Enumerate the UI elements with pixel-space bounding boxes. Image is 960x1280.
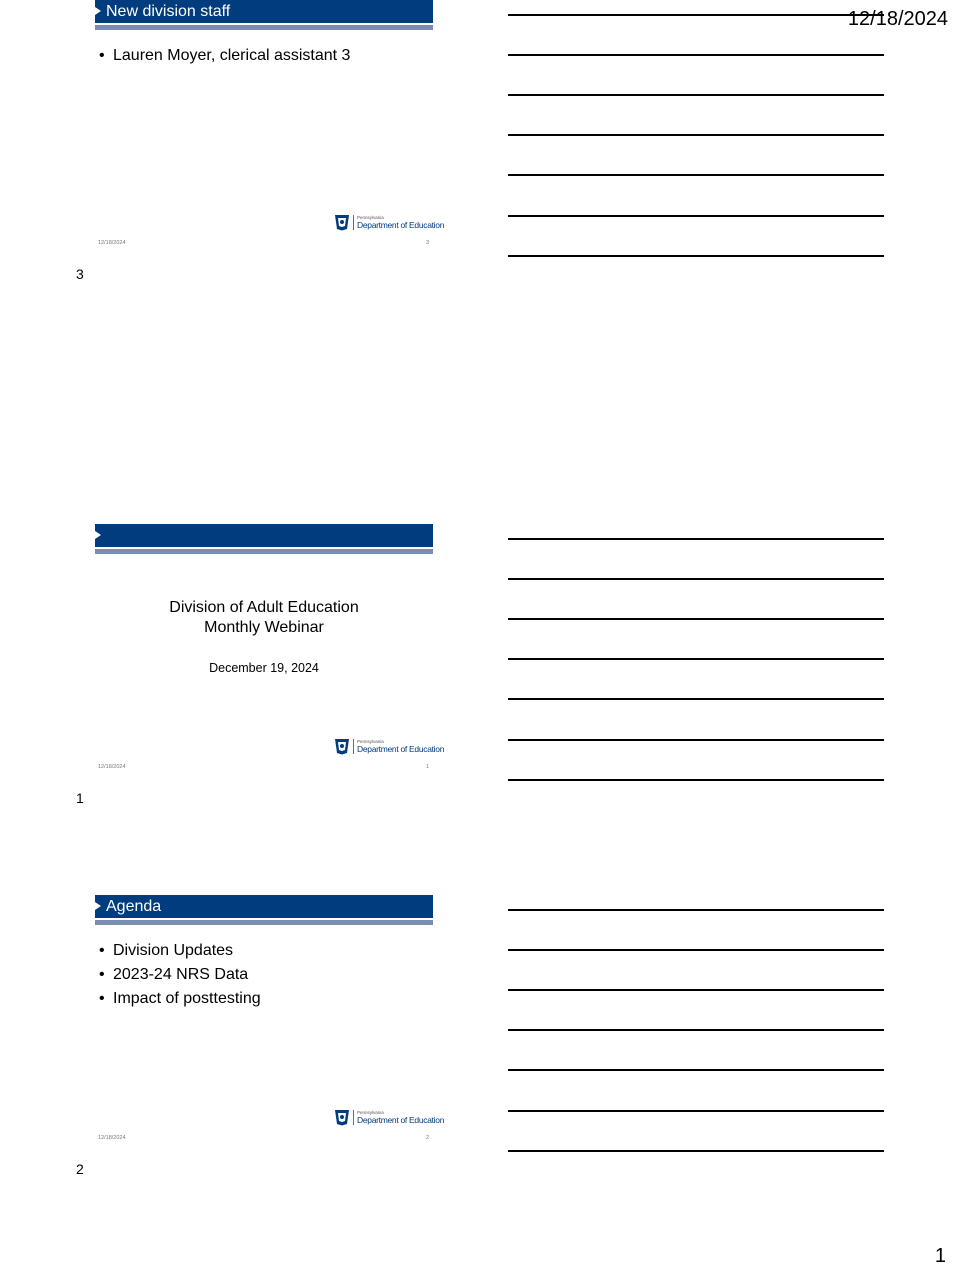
slide-label: 1 <box>76 790 84 806</box>
note-line <box>508 739 884 741</box>
slide-footer-number: 3 <box>425 240 429 246</box>
cover-title-line1: Division of Adult Education <box>169 599 359 616</box>
note-line <box>508 174 884 176</box>
bullet-item: • Impact of posttesting <box>99 990 261 1007</box>
note-line <box>508 215 884 217</box>
slide-thumbnail <box>95 0 445 250</box>
note-line <box>508 658 884 660</box>
slide-block-2 <box>0 895 960 1266</box>
bullet-item: • Division Updates <box>99 942 234 959</box>
bullet-list <box>99 939 261 1011</box>
note-line <box>508 1110 884 1112</box>
slide-title: New division staff <box>106 3 231 20</box>
cover-title-line2: Monthly Webinar <box>204 619 324 636</box>
keystone-seal-icon <box>334 738 350 755</box>
note-line <box>508 698 884 700</box>
page-number: 1 <box>934 1245 946 1267</box>
logo-separator <box>353 1110 354 1125</box>
slide-label: 2 <box>76 1161 84 1177</box>
slide-block-1 <box>0 524 960 895</box>
department-logo <box>334 738 445 756</box>
arrow-icon <box>95 902 101 910</box>
note-line <box>508 1029 884 1031</box>
title-underline <box>95 549 433 554</box>
note-line <box>508 134 884 136</box>
note-line <box>508 1150 884 1152</box>
logo-separator <box>353 739 354 754</box>
slide-footer-date: 12/18/2024 <box>98 764 126 770</box>
logo-state: Pennsylvania <box>357 215 384 220</box>
logo-department: Department of Education <box>357 1115 445 1125</box>
note-line <box>508 578 884 580</box>
cover-title <box>95 598 433 638</box>
title-underline <box>95 25 433 30</box>
slide-title-bar <box>95 524 433 547</box>
keystone-seal-icon <box>334 214 350 231</box>
note-line <box>508 779 884 781</box>
slide-footer-number: 2 <box>425 1135 429 1141</box>
keystone-seal-icon <box>334 1109 350 1126</box>
logo-state: Pennsylvania <box>357 1110 384 1115</box>
cover-date: December 19, 2024 <box>209 661 319 675</box>
note-line <box>508 255 884 257</box>
logo-department: Department of Education <box>357 744 445 754</box>
bullet-item: • 2023-24 NRS Data <box>99 966 249 983</box>
arrow-icon <box>95 7 101 15</box>
note-line <box>508 618 884 620</box>
slide-thumbnail <box>95 895 445 1145</box>
arrow-icon <box>95 531 101 539</box>
note-line <box>508 54 884 56</box>
slide-title-bar <box>95 895 433 918</box>
note-line <box>508 949 884 951</box>
note-line <box>508 94 884 96</box>
slide-footer-date: 12/18/2024 <box>98 1135 126 1141</box>
slide-footer-number: 1 <box>425 764 429 770</box>
slide-footer-date: 12/18/2024 <box>98 240 126 246</box>
bullet-list <box>99 44 350 68</box>
logo-department: Department of Education <box>357 220 445 230</box>
note-line <box>508 538 884 540</box>
slide-title-bar <box>95 0 433 23</box>
note-line <box>508 909 884 911</box>
logo-state: Pennsylvania <box>357 739 384 744</box>
note-line <box>508 989 884 991</box>
page-date: 12/18/2024 <box>847 8 948 30</box>
slide-thumbnail <box>95 524 445 774</box>
bullet-item: • Lauren Moyer, clerical assistant 3 <box>99 47 351 64</box>
slide-label: 3 <box>76 266 84 282</box>
logo-separator <box>353 215 354 230</box>
note-line <box>508 14 884 16</box>
department-logo <box>334 214 445 232</box>
slide-block-3 <box>0 0 960 371</box>
note-line <box>508 1069 884 1071</box>
title-underline <box>95 920 433 925</box>
department-logo <box>334 1109 445 1127</box>
slide-title: Agenda <box>106 898 162 915</box>
